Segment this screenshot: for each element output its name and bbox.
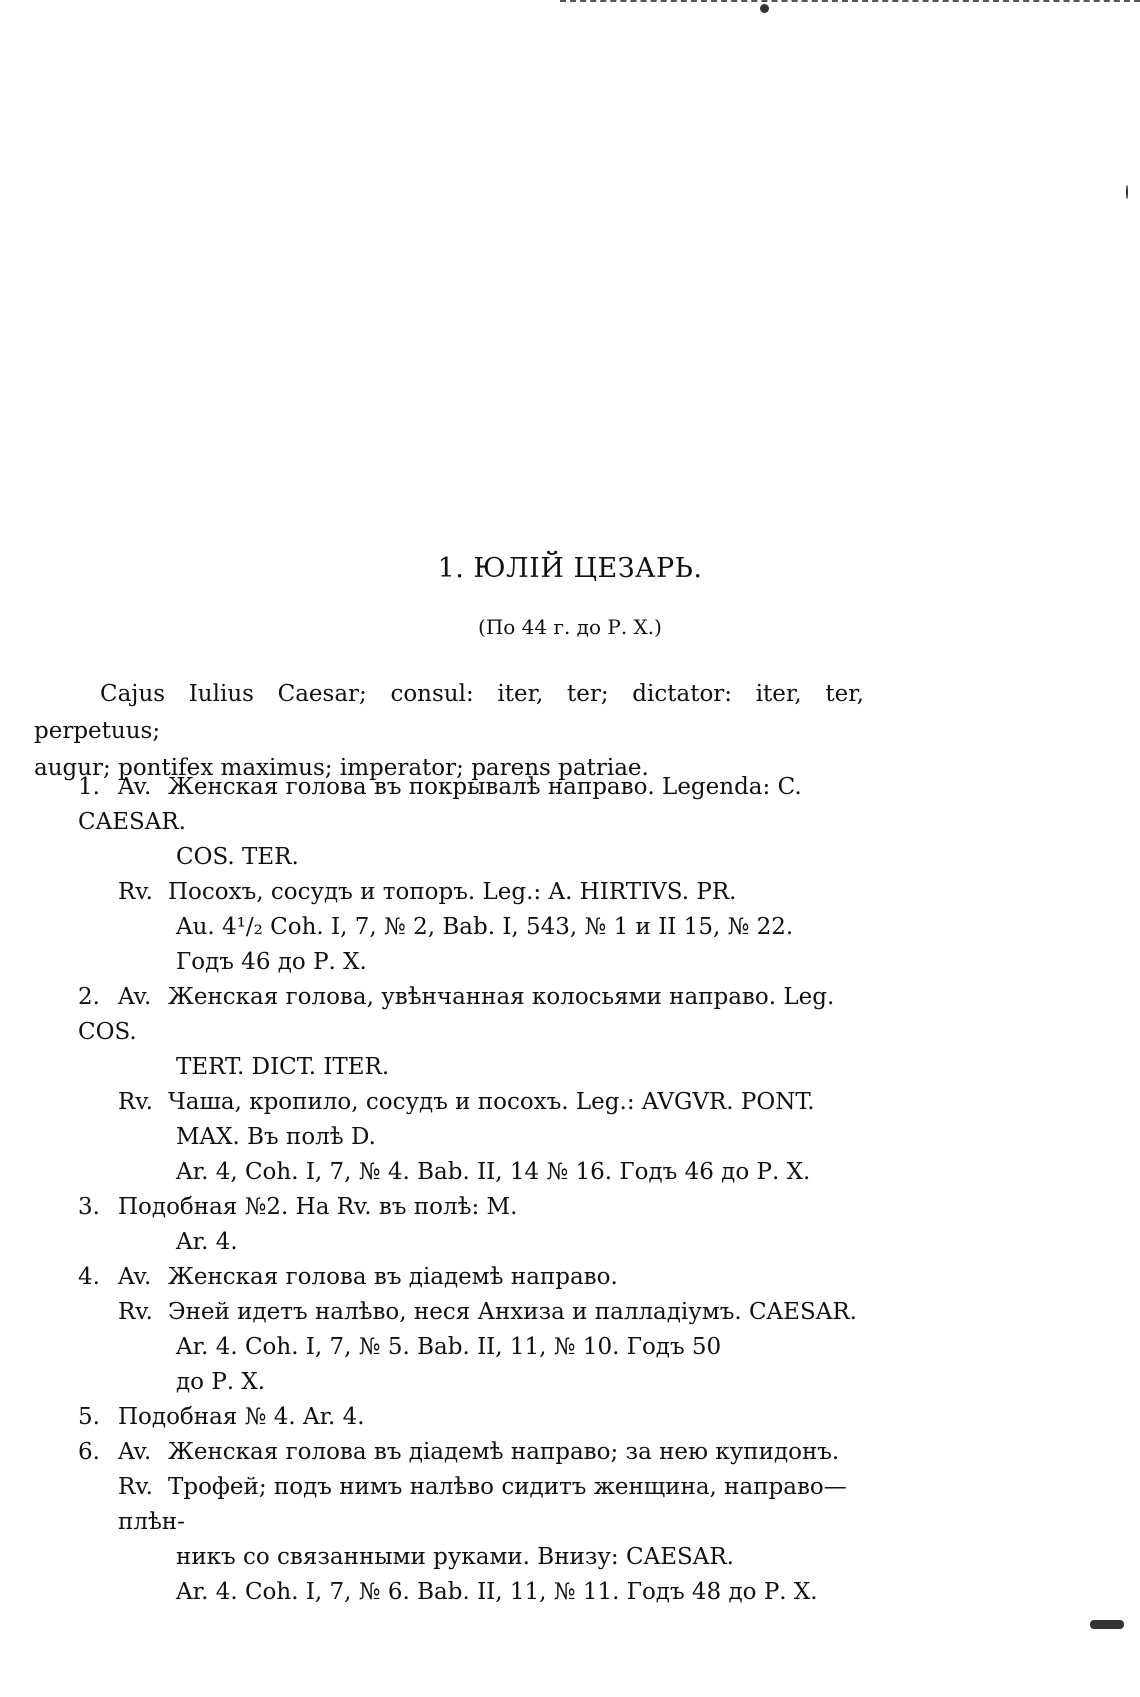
catalog-entry (78, 980, 878, 1190)
page-title: 1. ЮЛІЙ ЦЕЗАРЬ. (437, 553, 703, 584)
print-speck (1090, 1620, 1124, 1629)
av-text: Женская голова въ покрывалѣ направо. Legenda: C. CAESAR. (78, 774, 802, 835)
rv-label: Rv. (118, 879, 153, 905)
entry-reference: Ar. 4. Coh. I, 7, № 5. Bab. II, 11, № 10. Годъ 50 (176, 1334, 722, 1360)
rv-text: Эней идетъ налѣво, неся Анхиза и палладіумъ. CAESAR. (168, 1299, 857, 1325)
av-text: Женская голова въ діадемѣ направо. (168, 1264, 618, 1290)
rv-label: Rv. (118, 1299, 153, 1325)
entry-reference: до Р. X. (176, 1369, 266, 1395)
catalog-entry (78, 1260, 878, 1400)
rv-text: Трофей; подъ нимъ налѣво сидитъ женщина, направо—плѣн- (118, 1474, 847, 1535)
entry-reference: Годъ 46 до Р. X. (176, 949, 367, 975)
av-text-cont: COS. TER. (176, 844, 299, 870)
entry-number: 6. (78, 1439, 100, 1465)
print-speck (1126, 185, 1128, 199)
rv-label: Rv. (118, 1474, 153, 1500)
entry-reference: Ar. 4, Coh. I, 7, № 4. Bab. II, 14 № 16. Годъ 46 до Р. X. (176, 1159, 811, 1185)
av-text: Женская голова въ діадемѣ направо; за нею купидонъ. (168, 1439, 840, 1465)
rv-text-cont: никъ со связанными руками. Внизу: CAESAR. (176, 1544, 734, 1570)
av-text-cont: TERT. DICT. ITER. (176, 1054, 390, 1080)
entry-number: 2. (78, 984, 100, 1010)
av-text: Женская голова, увѣнчанная колосьями направо. Leg. COS. (78, 984, 835, 1045)
av-label: Av. (118, 1264, 152, 1290)
catalog-entry (78, 1400, 878, 1435)
entry-reference: Ar. 4. (176, 1229, 238, 1255)
rv-text: Посохъ, сосудъ и топоръ. Leg.: A. HIRTIVS. PR. (168, 879, 737, 905)
print-speck (760, 4, 769, 13)
intro-line: Cajus Iulius Caesar; consul: iter, ter; dictator: iter, ter, perpetuus; (34, 681, 864, 744)
entry-reference: Au. 4¹/₂ Coh. I, 7, № 2, Bab. I, 543, № 1 и II 15, № 22. (176, 914, 794, 940)
entry-text: Подобная №2. На Rv. въ полѣ: M. (118, 1194, 518, 1220)
av-label: Av. (118, 984, 152, 1010)
intro-line: augur; pontifex maximus; imperator; parens patriae. (34, 755, 649, 781)
catalog-entry (78, 1190, 878, 1260)
top-edge-rule (560, 0, 1140, 5)
entry-number: 3. (78, 1194, 100, 1220)
rv-text-cont: MAX. Въ полѣ D. (176, 1124, 376, 1150)
catalog-entries (78, 770, 878, 1610)
rv-label: Rv. (118, 1089, 153, 1115)
entry-number: 4. (78, 1264, 100, 1290)
catalog-entry (78, 770, 878, 980)
entry-text: Подобная № 4. Ar. 4. (118, 1404, 365, 1430)
catalog-entry (78, 1435, 878, 1610)
av-label: Av. (118, 774, 152, 800)
entry-number: 1. (78, 774, 100, 800)
page-subtitle: (По 44 г. до Р. X.) (478, 615, 662, 639)
entry-reference: Ar. 4. Coh. I, 7, № 6. Bab. II, 11, № 11. Годъ 48 до Р. X. (176, 1579, 818, 1605)
rv-text: Чаша, кропило, сосудъ и посохъ. Leg.: AVGVR. PONT. (168, 1089, 815, 1115)
av-label: Av. (118, 1439, 152, 1465)
entry-number: 5. (78, 1404, 100, 1430)
